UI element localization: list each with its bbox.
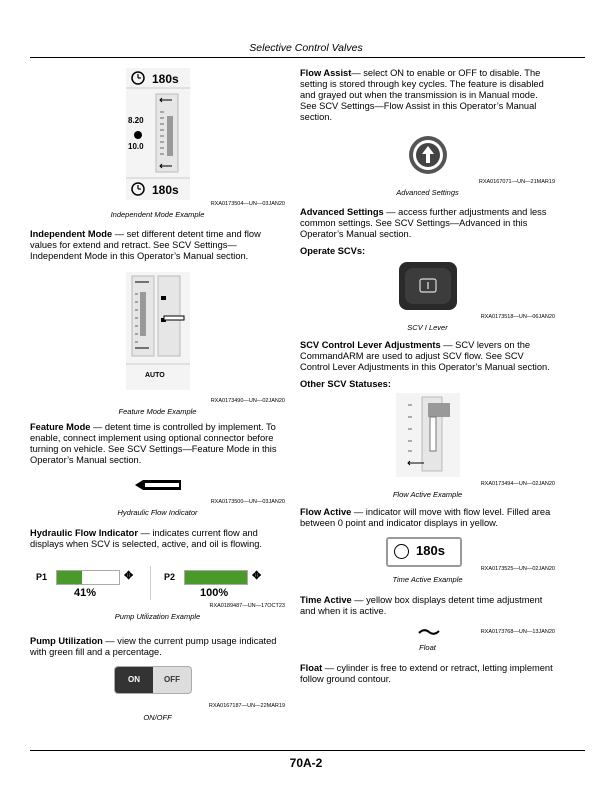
pump-utilization-paragraph [30, 636, 285, 658]
p1-bar-fill [57, 571, 82, 584]
on-segment[interactable]: ON [115, 667, 153, 693]
hydraulic-flow-paragraph [30, 528, 285, 550]
float-ref: RXA0173768—UN—13JAN20 [480, 629, 555, 635]
feature-mode-term: Feature Mode [30, 422, 91, 432]
time-active-figure [300, 537, 555, 585]
onoff-toggle[interactable] [114, 666, 192, 694]
time-active-box [386, 537, 462, 567]
float-term: Float [300, 663, 323, 673]
indep-bottom-time: 180s [152, 183, 179, 197]
float-body: — cylinder is free to extend or retract, letting implement follow ground contour. [300, 663, 553, 684]
feature-mode-figure [30, 272, 285, 416]
feature-mode-paragraph [30, 422, 285, 466]
adv-caption: Advanced Settings [396, 188, 459, 197]
pump-caption: Pump Utilization Example [114, 612, 201, 621]
flow-active-ref: RXA0173494—UN—02JAN20 [480, 481, 555, 487]
pump-utilization-body: — view the current pump usage indicated with green fill and a percentage. [30, 636, 277, 657]
auto-button[interactable]: AUTO [145, 372, 165, 379]
feature-mode-body: — detent time is controlled by implement. To enable, connect implement using optional connector before turning on vehicle. See SCV Settings—Feature Mode in this Operator’s Manual section. [30, 422, 277, 465]
off-segment[interactable]: OFF [164, 675, 180, 684]
right-column [300, 68, 555, 685]
independent-mode-image [126, 68, 190, 200]
independent-mode-figure [30, 68, 285, 219]
lever-caption: SCV I Lever [407, 323, 448, 332]
p1-percent: 41% [74, 587, 97, 599]
lever-term: SCV Control Lever Adjustments [300, 340, 441, 350]
flow-assist-body: — select ON to enable or OFF to disable. The setting is stored through key cycles. The feature is disabled and grayed out when the transmission is in Manual mode. See SCV Settings—Flow Assist in this Operator’s Manual section. [300, 68, 544, 122]
pump-ref: RXA0189487—UN—17OCT23 [209, 603, 285, 609]
p1-bar [56, 570, 120, 585]
flow-active-caption: Flow Active Example [392, 490, 463, 499]
operate-heading: Operate SCVs: [300, 246, 366, 256]
advanced-settings-icon[interactable] [408, 135, 448, 175]
scv-lever-icon[interactable] [399, 262, 457, 310]
independent-mode-paragraph [30, 229, 285, 262]
hydraulic-flow-arrow-icon [133, 478, 183, 492]
pump-utilization-figure [30, 566, 285, 622]
left-column [30, 68, 285, 720]
feature-caption: Feature Mode Example [118, 407, 197, 416]
flow-assist-paragraph [300, 68, 555, 123]
independent-mode-body: — set different detent time and flow values for extend and retract. See SCV Settings—Independent Mode in this Operator’s Manual section. [30, 229, 261, 261]
p2-icon: ✥ [252, 570, 262, 582]
indep-ref: RXA0173504—UN—03JAN20 [210, 201, 285, 207]
hyd-caption: Hydraulic Flow Indicator [117, 508, 198, 517]
time-active-term: Time Active [300, 595, 352, 605]
onoff-figure [30, 666, 285, 720]
indep-value-2: 10.0 [128, 142, 144, 151]
indep-value-1: 8.20 [128, 116, 144, 125]
hydraulic-flow-body: — indicates current flow and displays when SCV is selected, active, and oil is flowing. [30, 528, 263, 549]
advanced-settings-paragraph [300, 207, 555, 240]
time-caption: Time Active Example [392, 575, 463, 584]
lever-body: — SCV levers on the CommandARM are used to adjust SCV flow. See SCV Control Lever Adjustments in this Operator’s Manual section. [300, 340, 550, 372]
advanced-settings-body: — access further adjustments and less common settings. See SCV Settings—Advanced in this Operator’s Manual section. [300, 207, 547, 239]
adv-ref: RXA0167071—UN—21MAR19 [478, 179, 555, 185]
hyd-ref: RXA0173500—UN—03JAN20 [210, 499, 285, 505]
flow-active-figure [300, 393, 555, 497]
page-header: Selective Control Valves [249, 42, 363, 54]
flow-active-paragraph [300, 507, 555, 529]
float-caption: Float [419, 643, 436, 652]
p2-bar [184, 570, 248, 585]
time-active-value: 180s [416, 543, 445, 558]
onoff-ref: RXA0167187—UN—22MAR19 [208, 703, 285, 709]
onoff-caption: ON/OFF [143, 713, 172, 722]
advanced-settings-term: Advanced Settings [300, 207, 384, 217]
header-rule [30, 57, 585, 58]
float-wave-icon [418, 627, 440, 637]
p2-percent: 100% [200, 587, 229, 599]
hydraulic-flow-term: Hydraulic Flow Indicator [30, 528, 138, 538]
hydraulic-flow-figure [30, 478, 285, 520]
float-figure [300, 625, 555, 653]
footer-rule [30, 750, 585, 751]
p2-label: P2 [164, 572, 176, 582]
lever-ref: RXA0173518—UN—06JAN20 [480, 314, 555, 320]
feature-ref: RXA0173490—UN—02JAN20 [210, 398, 285, 404]
indep-top-time: 180s [152, 72, 179, 86]
clock-icon [394, 544, 409, 559]
scv-lever-figure [300, 262, 555, 334]
pump-utilization-term: Pump Utilization [30, 636, 103, 646]
flow-active-image [396, 393, 460, 477]
p2-bar-fill [185, 571, 247, 584]
float-paragraph [300, 663, 555, 685]
lever-paragraph [300, 340, 555, 373]
flow-assist-term: Flow Assist [300, 68, 352, 78]
p1-label: P1 [36, 572, 48, 582]
indep-caption: Independent Mode Example [110, 210, 205, 219]
independent-mode-term: Independent Mode [30, 229, 113, 239]
advanced-settings-figure [300, 135, 555, 199]
time-ref: RXA0173525—UN—02JAN20 [480, 566, 555, 572]
pump-divider [150, 566, 151, 600]
page-number: 70A-2 [289, 756, 323, 770]
flow-active-term: Flow Active [300, 507, 352, 517]
time-active-body: — yellow box displays detent time adjustment and when it is active. [300, 595, 543, 616]
flow-active-body: — indicator will move with flow level. Filled area between 0 point and indicator displays in yellow. [300, 507, 551, 528]
other-statuses-heading: Other SCV Statuses: [300, 379, 391, 389]
p1-icon: ✥ [124, 570, 134, 582]
time-active-paragraph [300, 595, 555, 617]
